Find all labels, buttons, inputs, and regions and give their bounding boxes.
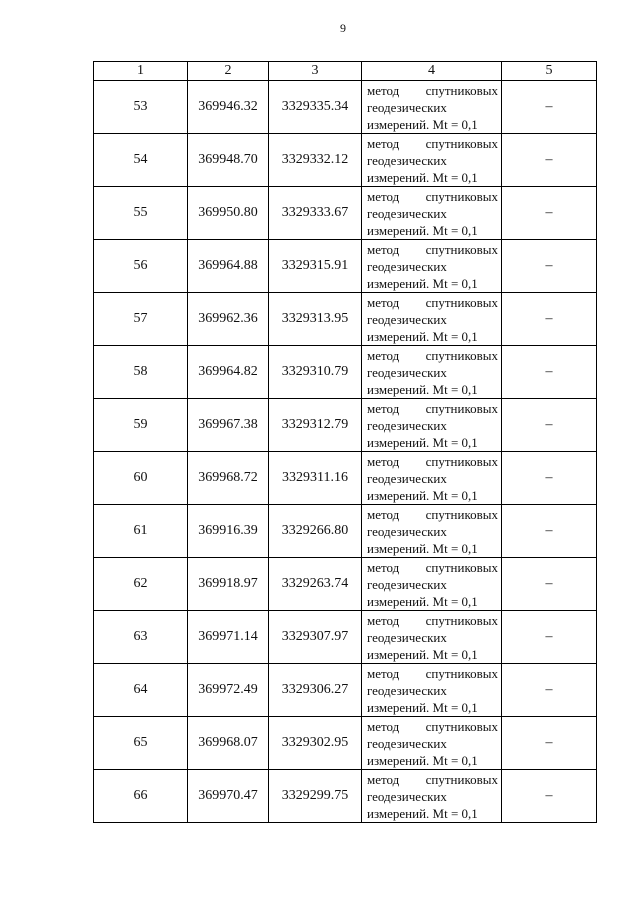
point-number-cell: 54: [94, 134, 188, 187]
table-row: [94, 81, 597, 134]
header-col-5: 5: [502, 62, 597, 81]
method-line: измерений. Mt = 0,1: [367, 328, 478, 344]
header-col-4: 4: [362, 62, 502, 81]
method-line: метод спутниковых: [367, 771, 498, 787]
method-line: геодезических: [367, 417, 447, 433]
table-row: [94, 452, 597, 505]
x-coordinate-cell: 369946.32: [188, 81, 269, 134]
x-coordinate-cell: 369964.82: [188, 346, 269, 399]
point-number-cell: 66: [94, 770, 188, 823]
table-row: [94, 505, 597, 558]
x-coordinate-cell: 369948.70: [188, 134, 269, 187]
method-line: метод спутниковых: [367, 665, 498, 681]
header-row: [94, 62, 597, 81]
method-line: измерений. Mt = 0,1: [367, 805, 478, 821]
x-coordinate-cell: 369916.39: [188, 505, 269, 558]
note-cell: –: [502, 558, 597, 611]
table-row: [94, 664, 597, 717]
method-line: измерений. Mt = 0,1: [367, 752, 478, 768]
method-line: геодезических: [367, 152, 447, 168]
point-number-cell: 53: [94, 81, 188, 134]
method-line: измерений. Mt = 0,1: [367, 487, 478, 503]
method-line: метод спутниковых: [367, 453, 498, 469]
method-line: геодезических: [367, 470, 447, 486]
method-line: геодезических: [367, 364, 447, 380]
method-line: измерений. Mt = 0,1: [367, 593, 478, 609]
point-number-cell: 63: [94, 611, 188, 664]
method-cell: [362, 558, 502, 611]
x-coordinate-cell: 369918.97: [188, 558, 269, 611]
y-coordinate-cell: 3329306.27: [269, 664, 362, 717]
method-line: измерений. Mt = 0,1: [367, 116, 478, 132]
method-line: геодезических: [367, 788, 447, 804]
x-coordinate-cell: 369950.80: [188, 187, 269, 240]
note-cell: –: [502, 664, 597, 717]
method-cell: [362, 399, 502, 452]
method-line: геодезических: [367, 576, 447, 592]
method-line: измерений. Mt = 0,1: [367, 646, 478, 662]
method-cell: [362, 134, 502, 187]
method-line: геодезических: [367, 258, 447, 274]
note-cell: –: [502, 611, 597, 664]
point-number-cell: 60: [94, 452, 188, 505]
method-line: геодезических: [367, 629, 447, 645]
note-cell: –: [502, 346, 597, 399]
table-row: [94, 611, 597, 664]
method-cell: [362, 770, 502, 823]
method-line: метод спутниковых: [367, 347, 498, 363]
method-cell: [362, 346, 502, 399]
table-row: [94, 346, 597, 399]
method-line: геодезических: [367, 311, 447, 327]
note-cell: –: [502, 452, 597, 505]
table-row: [94, 558, 597, 611]
y-coordinate-cell: 3329302.95: [269, 717, 362, 770]
point-number-cell: 64: [94, 664, 188, 717]
point-number-cell: 57: [94, 293, 188, 346]
method-line: измерений. Mt = 0,1: [367, 434, 478, 450]
method-line: измерений. Mt = 0,1: [367, 275, 478, 291]
table-header: [94, 62, 597, 81]
y-coordinate-cell: 3329312.79: [269, 399, 362, 452]
method-line: метод спутниковых: [367, 400, 498, 416]
method-line: метод спутниковых: [367, 135, 498, 151]
y-coordinate-cell: 3329310.79: [269, 346, 362, 399]
method-line: измерений. Mt = 0,1: [367, 222, 478, 238]
point-number-cell: 56: [94, 240, 188, 293]
method-cell: [362, 505, 502, 558]
y-coordinate-cell: 3329307.97: [269, 611, 362, 664]
page-number: 9: [340, 21, 346, 35]
note-cell: –: [502, 81, 597, 134]
method-line: метод спутниковых: [367, 82, 498, 98]
x-coordinate-cell: 369962.36: [188, 293, 269, 346]
note-cell: –: [502, 187, 597, 240]
x-coordinate-cell: 369968.07: [188, 717, 269, 770]
table-row: [94, 717, 597, 770]
point-number-cell: 55: [94, 187, 188, 240]
x-coordinate-cell: 369970.47: [188, 770, 269, 823]
method-line: метод спутниковых: [367, 294, 498, 310]
note-cell: –: [502, 717, 597, 770]
x-coordinate-cell: 369968.72: [188, 452, 269, 505]
y-coordinate-cell: 3329315.91: [269, 240, 362, 293]
x-coordinate-cell: 369972.49: [188, 664, 269, 717]
method-line: геодезических: [367, 523, 447, 539]
method-line: геодезических: [367, 735, 447, 751]
method-line: метод спутниковых: [367, 506, 498, 522]
note-cell: –: [502, 505, 597, 558]
table-row: [94, 240, 597, 293]
method-cell: [362, 452, 502, 505]
note-cell: –: [502, 134, 597, 187]
x-coordinate-cell: 369967.38: [188, 399, 269, 452]
method-line: геодезических: [367, 682, 447, 698]
method-line: измерений. Mt = 0,1: [367, 699, 478, 715]
method-cell: [362, 611, 502, 664]
note-cell: –: [502, 293, 597, 346]
y-coordinate-cell: 3329333.67: [269, 187, 362, 240]
method-line: метод спутниковых: [367, 718, 498, 734]
point-number-cell: 58: [94, 346, 188, 399]
method-line: метод спутниковых: [367, 241, 498, 257]
method-line: измерений. Mt = 0,1: [367, 381, 478, 397]
y-coordinate-cell: 3329332.12: [269, 134, 362, 187]
method-line: геодезических: [367, 99, 447, 115]
y-coordinate-cell: 3329263.74: [269, 558, 362, 611]
table-row: [94, 399, 597, 452]
method-cell: [362, 717, 502, 770]
note-cell: –: [502, 399, 597, 452]
method-cell: [362, 240, 502, 293]
header-col-3: 3: [269, 62, 362, 81]
method-line: метод спутниковых: [367, 612, 498, 628]
point-number-cell: 65: [94, 717, 188, 770]
header-col-1: 1: [94, 62, 188, 81]
y-coordinate-cell: 3329311.16: [269, 452, 362, 505]
note-cell: –: [502, 770, 597, 823]
y-coordinate-cell: 3329313.95: [269, 293, 362, 346]
note-cell: –: [502, 240, 597, 293]
point-number-cell: 61: [94, 505, 188, 558]
x-coordinate-cell: 369964.88: [188, 240, 269, 293]
y-coordinate-cell: 3329335.34: [269, 81, 362, 134]
method-line: измерений. Mt = 0,1: [367, 540, 478, 556]
method-line: метод спутниковых: [367, 188, 498, 204]
method-line: геодезических: [367, 205, 447, 221]
method-line: метод спутниковых: [367, 559, 498, 575]
coordinates-table: [93, 61, 597, 823]
method-cell: [362, 293, 502, 346]
table-body: [94, 81, 597, 823]
point-number-cell: 59: [94, 399, 188, 452]
x-coordinate-cell: 369971.14: [188, 611, 269, 664]
method-cell: [362, 81, 502, 134]
y-coordinate-cell: 3329299.75: [269, 770, 362, 823]
method-line: измерений. Mt = 0,1: [367, 169, 478, 185]
table-row: [94, 187, 597, 240]
method-cell: [362, 664, 502, 717]
table-row: [94, 770, 597, 823]
header-col-2: 2: [188, 62, 269, 81]
table-row: [94, 134, 597, 187]
y-coordinate-cell: 3329266.80: [269, 505, 362, 558]
method-cell: [362, 187, 502, 240]
point-number-cell: 62: [94, 558, 188, 611]
table-row: [94, 293, 597, 346]
